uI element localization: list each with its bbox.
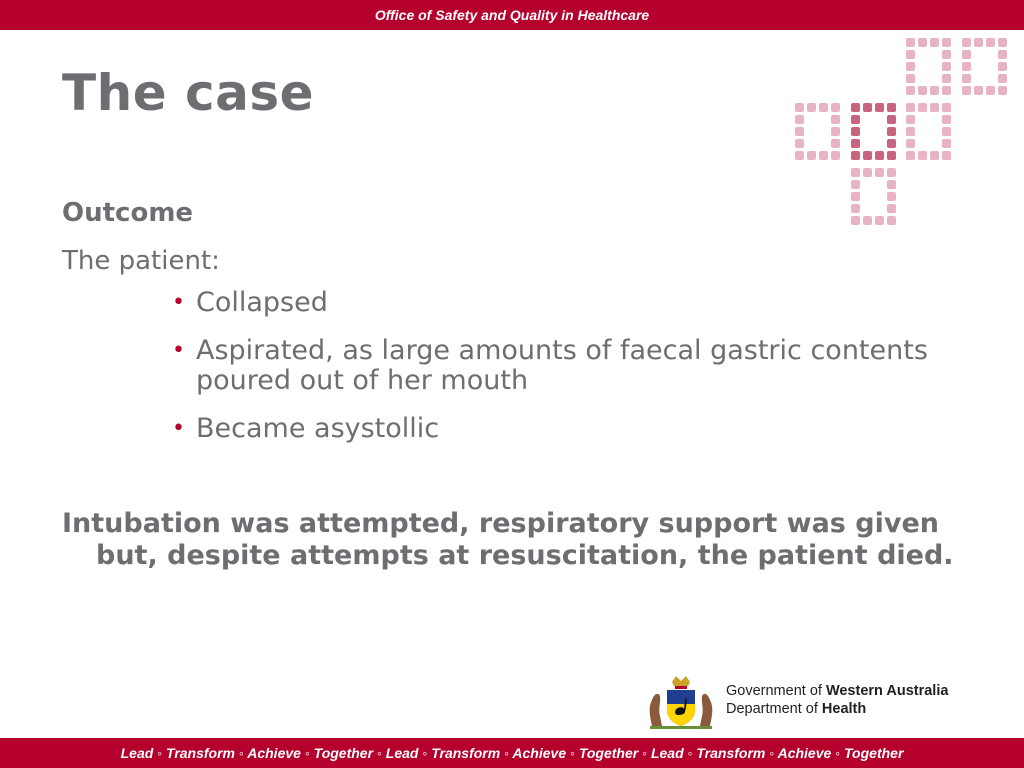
list-item: [172, 288, 962, 318]
footer-tagline: Lead ◦ Transform ◦ Achieve ◦ Together ◦ Lead ◦ Transform ◦ Achieve ◦ Together ◦ Lead ◦ Transform ◦ Achieve ◦ Together: [120, 745, 904, 761]
slide-body: [62, 198, 962, 599]
list-item: [172, 336, 962, 396]
bullet-icon: •: [172, 416, 185, 441]
bullet-icon: •: [172, 338, 185, 363]
footer-bar: [0, 738, 1024, 768]
org-name: Office of Safety and Quality in Healthcare: [374, 7, 650, 23]
deco-frame: [906, 38, 951, 95]
conclusion-text: Intubation was attempted, respiratory support was given but, despite attempts at resuscitation, the patient died.: [62, 508, 954, 571]
deco-frame: [962, 38, 1007, 95]
header-bar: [0, 0, 1024, 30]
slide-title: The case: [62, 64, 315, 122]
deco-frame-highlight: [851, 103, 896, 160]
lead-text: The patient:: [62, 246, 220, 276]
bullet-text: Became asystollic: [196, 413, 440, 444]
logo-line2-prefix: Department of: [726, 701, 822, 717]
list-item: [172, 414, 962, 444]
bullet-text: Aspirated, as large amounts of faecal gastric contents poured out of her mouth: [196, 335, 928, 396]
coat-of-arms-icon: [640, 672, 722, 730]
logo-line1-prefix: Government of: [726, 683, 826, 699]
deco-frame: [795, 103, 840, 160]
deco-frame: [906, 103, 951, 160]
logo-line1-bold: Western Australia: [825, 683, 949, 699]
bullet-icon: •: [172, 290, 185, 315]
government-logo: [640, 672, 1020, 730]
bullet-text: Collapsed: [196, 287, 328, 318]
subheading: Outcome: [62, 198, 194, 228]
logo-text: [726, 682, 948, 718]
bullet-list: [62, 288, 962, 444]
logo-line2-bold: Health: [821, 701, 867, 717]
